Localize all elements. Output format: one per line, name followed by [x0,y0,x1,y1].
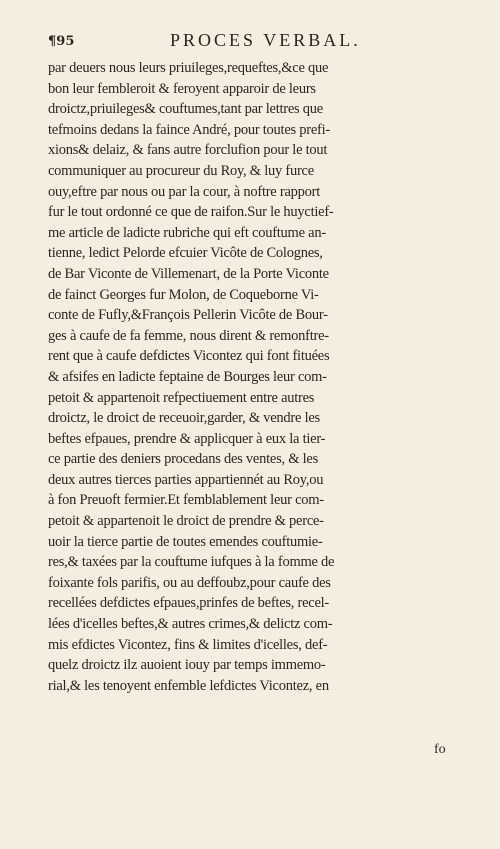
text-line: droictz,priuileges& couftumes,tant par lettres que [48,101,323,118]
text-line: quelz droictz ilz auoient iouy par temps immemo- [48,657,326,674]
body-text [48,58,468,696]
text-line: res,& taxées par la couftume iufques à la fomme de [48,554,335,571]
text-line: ce partie des deniers procedans des ventes, & les [48,451,318,468]
text-line: tienne, ledict Pelorde efcuier Vicôte de Colognes, [48,245,323,262]
text-line: de fainct Georges fur Molon, de Coqueborne Vi- [48,286,319,303]
text-line: de Bar Viconte de Villemenart, de la Porte Viconte [48,265,329,282]
text-line: conte de Fufly,&François Pellerin Vicôte de Bour- [48,307,328,324]
text-line: uoir la tierce partie de toutes emendes couftumie- [48,533,323,550]
text-line: petoit & appartenoit le droict de prendre & perce- [48,513,324,530]
text-line: & afsifes en ladicte feptaine de Bourges leur com- [48,368,327,385]
running-head: PROCES VERBAL. [170,30,361,50]
text-line: deux autres tierces parties appartiennét au Roy,ou [48,471,324,488]
text-line: recellées defdictes efpaues,prinfes de beftes, recel- [48,595,330,612]
text-line: petoit & appartenoit refpectiuement entre autres [48,389,315,406]
text-line: beftes efpaues, prendre & applicquer à eux la tier- [48,430,326,447]
text-line: lées d'icelles beftes,& autres crimes,& delictz com- [48,616,333,633]
text-line: communiquer au procureur du Roy, & luy furce [48,162,314,179]
text-line: ges à caufe de fa femme, nous dirent & remonftre- [48,327,329,344]
text-line: fur le tout ordonné ce que de raifon.Sur le huyctief- [48,204,334,221]
text-line: par deuers nous leurs priuileges,requeftes,&ce que [48,60,329,76]
text-line: à fon Preuoft fermier.Et femblablement leur com- [48,492,324,509]
catchword: fo [434,742,446,757]
text-line: me article de ladicte rubriche qui eft couftume an- [48,224,326,241]
text-line: rent que à caufe defdictes Vicontez qui font fituées [48,348,330,365]
text-line: foixante fols parifis, ou au deffoubz,pour caufe des [48,574,331,591]
text-line: droictz, le droict de receuoir,garder, & vendre les [48,410,320,427]
text-line: tefmoins dedans la faince André, pour toutes prefi- [48,121,330,138]
text-line: bon leur fembleroit & feroyent apparoir de leurs [48,80,316,97]
text-line: xions& delaiz, & fans autre forclufion pour le tout [48,142,328,159]
text-line: ouy,eftre par nous ou par la cour, à noftre rapport [48,183,320,200]
text-line: rial,& les tenoyent enfemble lefdictes Vicontez, en [48,677,329,694]
folio-mark: ¶95 [48,34,75,49]
text-line: mis efdictes Vicontez, fins & limites d'icelles, def- [48,636,328,653]
